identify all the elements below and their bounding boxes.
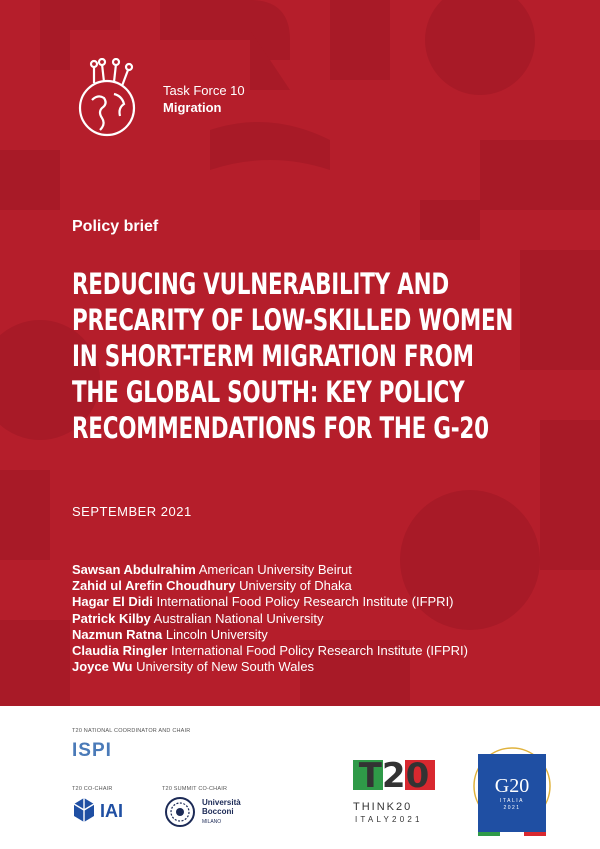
author-affiliation: University of Dhaka xyxy=(239,578,352,594)
bocconi-line2: Bocconi xyxy=(202,807,234,816)
author-entry xyxy=(72,643,468,659)
coordinator-label: T20 NATIONAL COORDINATOR AND CHAIR xyxy=(72,728,191,734)
title-line: IN SHORT-TERM MIGRATION FROM xyxy=(72,339,474,373)
author-affiliation: International Food Policy Research Institute (IFPRI) xyxy=(170,643,468,659)
author-affiliation: University of New South Wales xyxy=(136,659,315,675)
author-name: Patrick Kilby xyxy=(72,610,151,626)
think20-label: THINK20 xyxy=(353,801,413,813)
cochair-label: T20 CO-CHAIR xyxy=(72,786,113,792)
author-name: Sawsan Abdulrahim xyxy=(72,562,196,577)
bocconi-line1: Università xyxy=(202,798,241,807)
iai-logo-text: IAI xyxy=(100,801,124,821)
bocconi-logo-text xyxy=(202,798,241,816)
bocconi-city: MILANO xyxy=(202,819,222,825)
author-entry xyxy=(72,578,468,594)
title-line: REDUCING VULNERABILITY AND xyxy=(72,267,449,301)
title-line: PRECARITY OF LOW-SKILLED WOMEN xyxy=(72,303,514,337)
t20-logo xyxy=(353,754,435,796)
author-affiliation: International Food Policy Research Institute (IFPRI) xyxy=(156,594,454,610)
ispi-logo: ISPI xyxy=(72,740,112,761)
g20-sub2: 2021 xyxy=(503,805,521,811)
author-name: Claudia Ringler xyxy=(72,643,168,659)
g20-logo-text: G20 xyxy=(494,775,530,797)
author-entry xyxy=(72,594,468,610)
brief-type-label: Policy brief xyxy=(72,218,159,235)
g20-italia-logo xyxy=(472,740,552,840)
author-entry xyxy=(72,611,468,627)
g20-sub1: ITALIA xyxy=(500,798,524,804)
title-line: RECOMMENDATIONS FOR THE G-20 xyxy=(72,411,489,445)
task-force-block xyxy=(163,82,245,116)
author-entry xyxy=(72,659,468,675)
author-entry xyxy=(72,627,468,643)
author-name: Joyce Wu xyxy=(72,659,133,675)
italy2021-label: ITALY2021 xyxy=(355,815,423,824)
author-name: Zahid ul Arefin Choudhury xyxy=(72,578,236,594)
t20-logo-text: T20 xyxy=(358,756,430,796)
publication-date: SEPTEMBER 2021 xyxy=(72,504,192,519)
document-title xyxy=(72,266,514,446)
globe-migration-icon xyxy=(72,58,142,140)
summit-cochair-label: T20 SUMMIT CO-CHAIR xyxy=(162,786,228,792)
author-list xyxy=(72,562,468,675)
title-line: THE GLOBAL SOUTH: KEY POLICY xyxy=(72,375,465,409)
author-affiliation: Australian National University xyxy=(153,610,324,626)
author-affiliation: American University Beirut xyxy=(198,562,352,577)
author-name: Hagar El Didi xyxy=(72,594,153,610)
task-force-topic: Migration xyxy=(163,100,222,115)
iai-logo xyxy=(72,796,142,824)
author-affiliation: Lincoln University xyxy=(165,626,268,642)
author-name: Nazmun Ratna xyxy=(72,626,163,642)
author-entry xyxy=(72,562,468,578)
task-force-number: Task Force 10 xyxy=(163,83,245,98)
